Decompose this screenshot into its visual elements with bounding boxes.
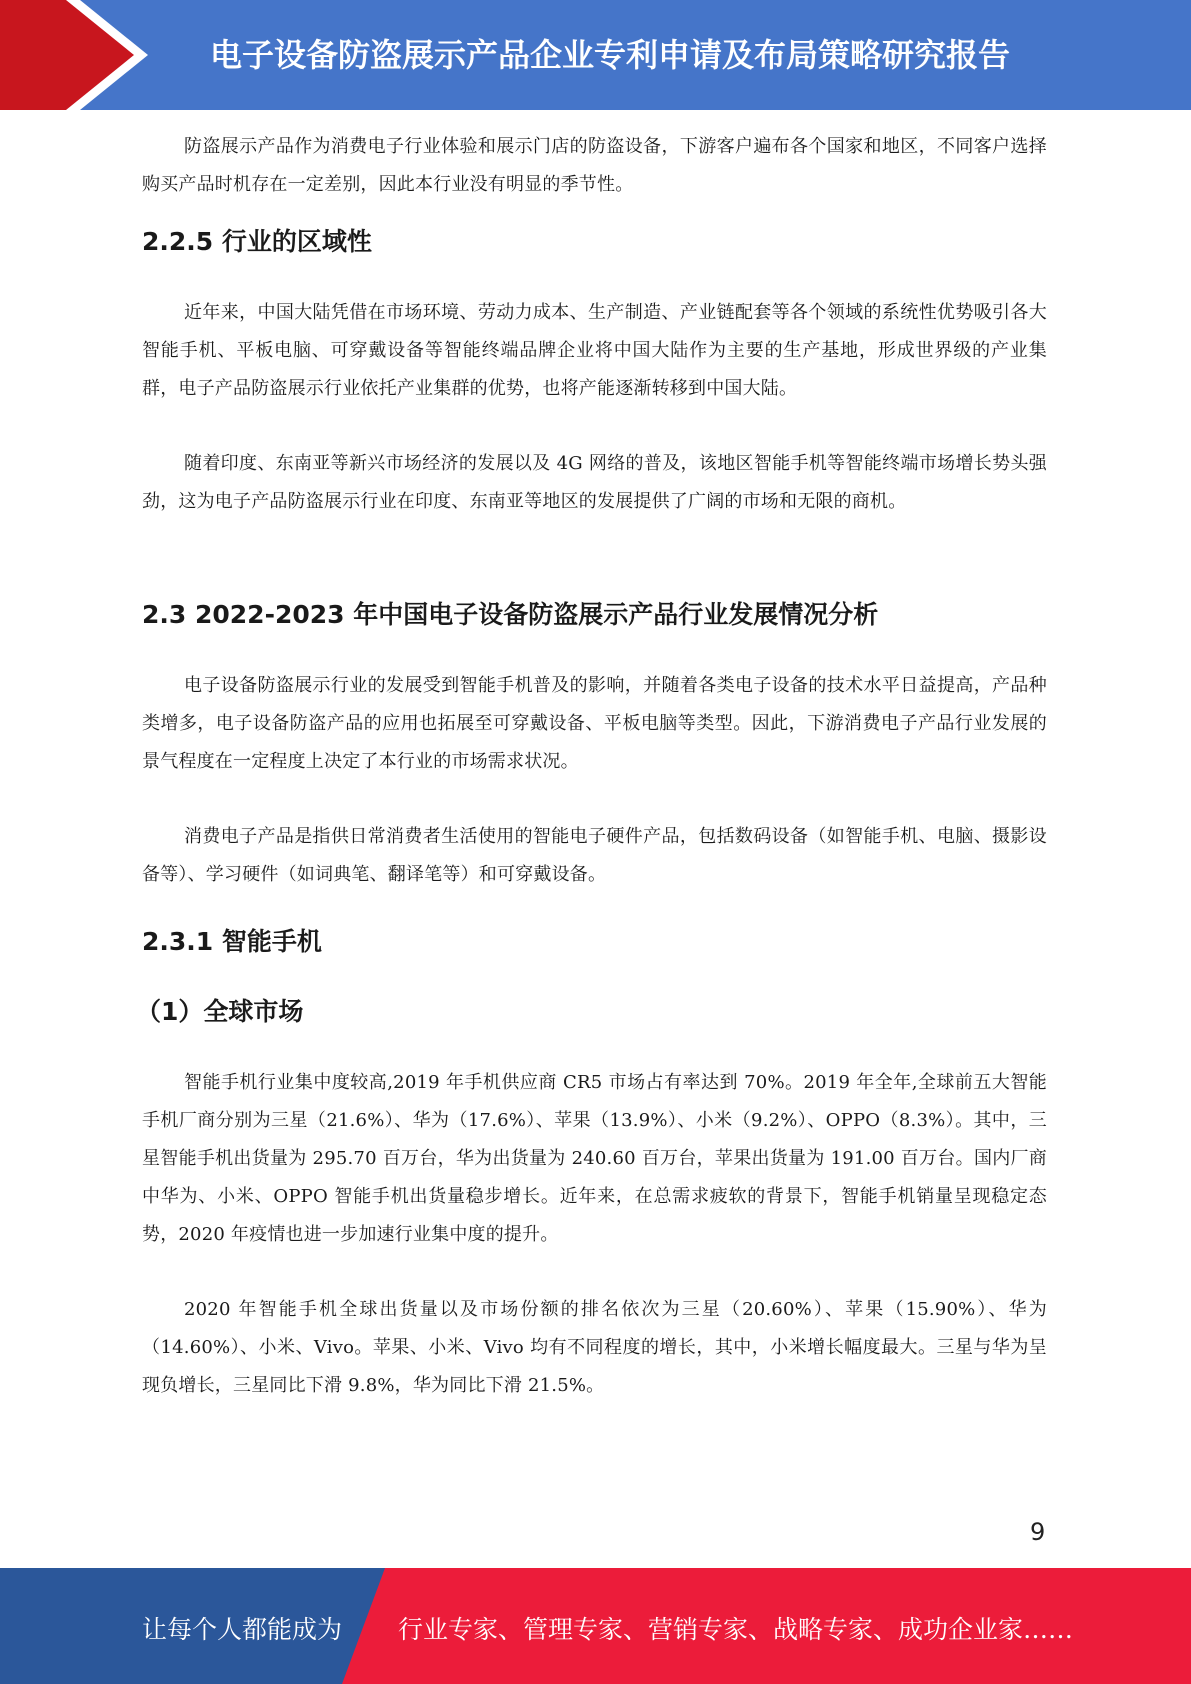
paragraph-consumer-electronics: 消费电子产品是指供日常消费者生活使用的智能电子硬件产品，包括数码设备（如智能手机、电脑、摄影设备等）、学习硬件（如词典笔、翻译笔等）和可穿戴设备。: [142, 826, 1047, 885]
paragraph-regional-emerging: 随着印度、东南亚等新兴市场经济的发展以及 4G 网络的普及，该地区智能手机等智能终端市场增长势头强劲，这为电子产品防盗展示行业在印度、东南亚等地区的发展提供了广阔的市场和无限的商机。: [142, 453, 1047, 512]
section-heading-2-3-1: 2.3.1 智能手机: [142, 927, 322, 956]
paragraph-industry-development: 电子设备防盗展示行业的发展受到智能手机普及的影响，并随着各类电子设备的技术水平日益提高，产品种类增多，电子设备防盗产品的应用也拓展至可穿戴设备、平板电脑等类型。因此，下游消费电子产品行业发展的景气程度在一定程度上决定了本行业的市场需求状况。: [142, 675, 1047, 772]
footer-slogan-left: 让每个人都能成为: [142, 1615, 343, 1644]
section-heading-2-3: 2.3 2022-2023 年中国电子设备防盗展示产品行业发展情况分析: [142, 600, 879, 629]
paragraph-smartphone-2020: 2020 年智能手机全球出货量以及市场份额的排名依次为三星（20.60%）、苹果（15.90%）、华为（14.60%）、小米、Vivo。苹果、小米、Vivo 均有不同程度的增长，其中，小米增长幅度最大。三星与华为呈现负增长，三星同比下滑 9.8%，华为同比下滑 21.5%。: [142, 1299, 1047, 1396]
footer-banner: [0, 1568, 1191, 1684]
paragraph-regional-china: 近年来，中国大陆凭借在市场环境、劳动力成本、生产制造、产业链配套等各个领域的系统性优势吸引各大智能手机、平板电脑、可穿戴设备等智能终端品牌企业将中国大陆作为主要的生产基地，形成世界级的产业集群，电子产品防盗展示行业依托产业集群的优势，也将产能逐渐转移到中国大陆。: [142, 302, 1047, 399]
paragraph-seasonality: 防盗展示产品作为消费电子行业体验和展示门店的防盗设备，下游客户遍布各个国家和地区，不同客户选择购买产品时机存在一定差别，因此本行业没有明显的季节性。: [142, 136, 1047, 195]
footer-slogan-right: 行业专家、管理专家、营销专家、战略专家、成功企业家……: [398, 1615, 1074, 1644]
subheading-global-market: （1）全球市场: [136, 997, 304, 1026]
report-title: 电子设备防盗展示产品企业专利申请及布局策略研究报告: [209, 36, 1010, 74]
paragraph-smartphone-2019: 智能手机行业集中度较高,2019 年手机供应商 CR5 市场占有率达到 70%。2019 年全年,全球前五大智能手机厂商分别为三星（21.6%）、华为（17.6%）、苹果（13.9%）、小米（9.2%）、OPPO（8.3%）。其中，三星智能手机出货量为 295.70 百万台，华为出货量为 240.60 百万台，苹果出货量为 191.00 百万台。国内厂商中华为、小米、OPPO 智能手机出货量稳步增长。近年来，在总需求疲软的背景下，智能手机销量呈现稳定态势，2020 年疫情也进一步加速行业集中度的提升。: [142, 1072, 1047, 1245]
section-heading-2-2-5: 2.2.5 行业的区域性: [142, 227, 372, 256]
header-banner: [0, 0, 1191, 110]
page-number: 9: [1030, 1518, 1046, 1546]
page-content: [136, 128, 1047, 1405]
